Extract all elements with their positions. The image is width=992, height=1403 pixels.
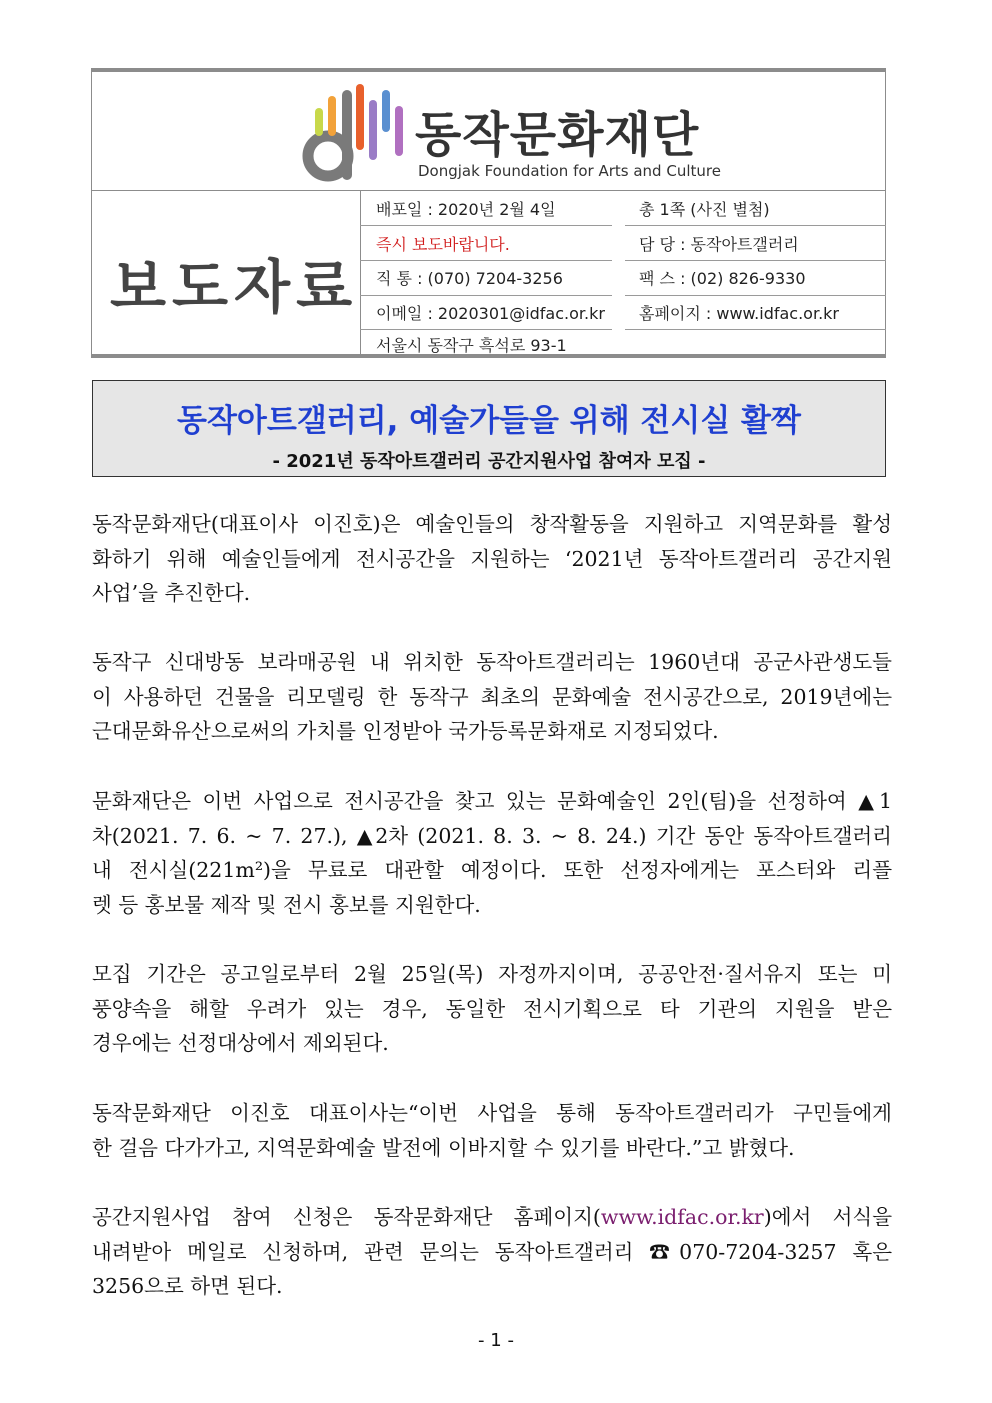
paragraph-line: 화하기 위해 예술인들에게 전시공간을 지원하는 ‘2021년 동작아트갤러리 공간지원 [92,546,892,571]
paragraph-line: 동작문화재단(대표이사 이진호)은 예술인들의 창작활동을 지원하고 지역문화를 활성 [92,512,892,536]
text-segment: 공간지원사업 참여 신청은 동작문화재단 홈페이지( [92,1205,601,1229]
paragraph-line [92,1200,892,1235]
direct-phone: 직 통 : (070) 7204-3256 [376,269,563,288]
press-header-table [91,68,886,358]
headline-subtitle: - 2021년 동작아트갤러리 공간지원사업 참여자 모집 - [272,451,706,472]
page-count: 총 1쪽 (사진 별첨) [639,200,770,219]
divider [360,190,361,358]
divider [625,295,886,296]
paragraph-line: 경우에는 선정대상에서 제외된다. [92,1031,389,1055]
paragraph-line: 렛 등 홍보물 제작 및 전시 홍보를 지원한다. [92,892,481,917]
paragraph-line: 내려받아 메일로 신청하며, 관련 문의는 동작아트갤러리 ☎070-7204-3257 혹은 [92,1239,892,1264]
paragraph-line: 한 걸음 다가가고, 지역문화예술 발전에 이바지할 수 있기를 바란다.”고 밝혔다. [92,1135,795,1160]
paragraph-line: 이 사용하던 건물을 리모델링 한 동작구 최초의 문화예술 전시공간으로, 2019년에는 [92,684,892,709]
dongjak-logo-icon [295,78,415,190]
divider [360,295,612,296]
body-paragraph [92,1200,892,1304]
logo-row [92,72,885,191]
paragraph-line: 풍양속을 해할 우려가 있는 경우, 동일한 전시기획으로 타 기관의 지원을 받은 [92,996,892,1021]
fax-number: 팩 스 : (02) 826-9330 [639,269,806,288]
release-date: 배포일 : 2020년 2월 4일 [376,200,556,219]
page-number: - 1 - [478,1330,514,1351]
body-paragraph [92,645,892,749]
divider [360,260,612,261]
headline-title: 동작아트갤러리, 예술가들을 위해 전시실 활짝 [177,403,801,439]
paragraph-line: 근대문화유산으로써의 가치를 인정받아 국가등록문화재로 지정되었다. [92,719,719,743]
body-paragraph [92,957,892,1061]
paragraph-line: 동작구 신대방동 보라매공원 내 위치한 동작아트갤러리는 1960년대 공군사관생도들 [92,650,892,674]
embargo-notice: 즉시 보도바랍니다. [376,235,510,254]
org-name-en: Dongjak Foundation for Arts and Culture [418,162,721,180]
homepage-link[interactable]: www.idfac.or.kr [600,1205,764,1229]
body-paragraph [92,1096,892,1165]
divider [625,225,886,226]
divider [360,225,612,226]
divider [360,329,612,330]
paragraph-line: 차(2021. 7. 6. ~ 7. 27.), ▲2차 (2021. 8. 3. ~ 8. 24.) 기간 동안 동작아트갤러리 [92,823,892,848]
contact-person: 담 당 : 동작아트갤러리 [639,235,799,254]
email-address: 이메일 : 2020301@idfac.or.kr [376,304,605,323]
paragraph-line: 동작문화재단 이진호 대표이사는“이번 사업을 통해 동작아트갤러리가 구민들에게 [92,1101,892,1125]
postal-address: 서울시 동작구 흑석로 93-1 [376,336,567,355]
divider [625,260,886,261]
body-paragraph [92,507,892,611]
divider [625,329,886,330]
homepage-url: 홈페이지 : www.idfac.or.kr [639,304,840,323]
paragraph-line: 3256으로 하면 된다. [92,1274,283,1298]
paragraph-line: 모집 기간은 공고일로부터 2월 25일(목) 자정까지이며, 공공안전·질서유지 또는 미 [92,962,892,986]
text-segment: )에서 서식을 [763,1205,893,1229]
paragraph-line: 내 전시실(221m²)을 무료로 대관할 예정이다. 또한 선정자에게는 포스터와 리플 [92,858,892,882]
org-name-kr: 동작문화재단 [415,107,700,163]
press-release-title: 보도자료 [110,253,359,321]
headline-box [92,380,886,477]
body-paragraph [92,784,892,922]
paragraph-line: 사업’을 추진한다. [92,581,251,605]
paragraph-line: 문화재단은 이번 사업으로 전시공간을 찾고 있는 문화예술인 2인(팀)을 선정하여 ▲1 [92,789,892,813]
